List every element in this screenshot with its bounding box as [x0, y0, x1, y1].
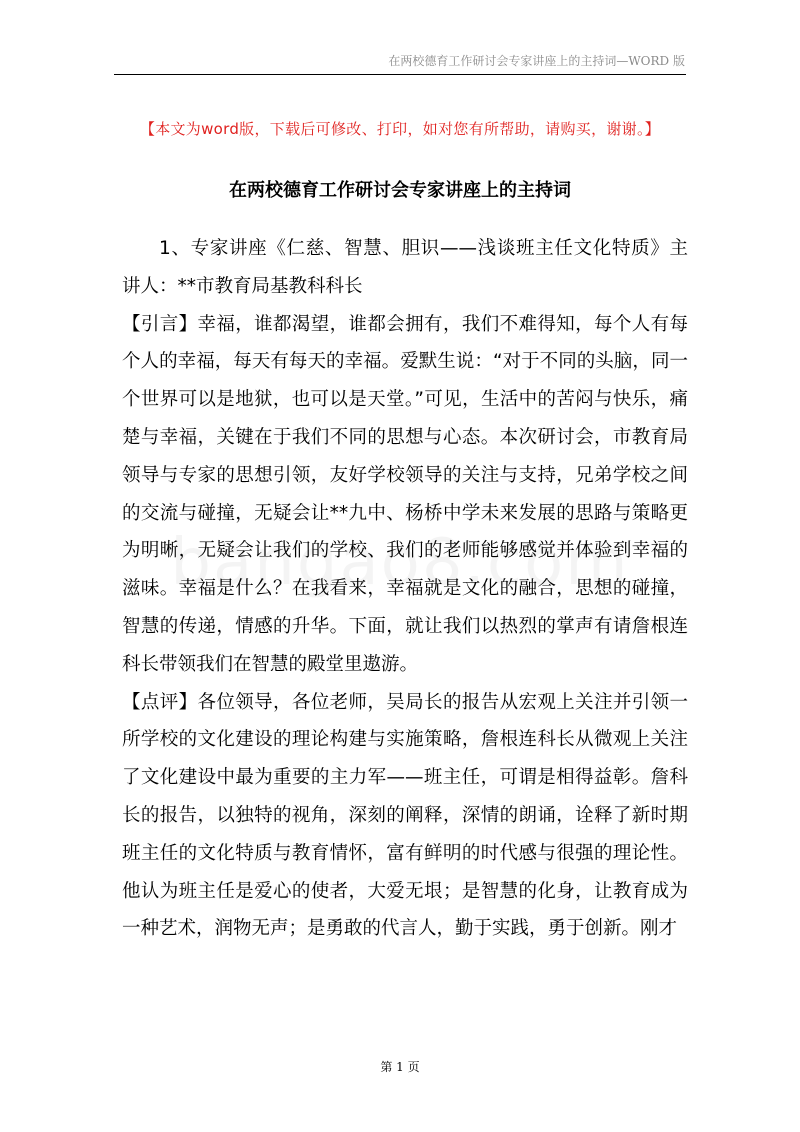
paragraph-lecture-info: 1、专家讲座《仁慈、智慧、胆识——浅谈班主任文化特质》主讲人：**市教育局基教科科长: [122, 238, 688, 297]
document-title: 在两校德育工作研讨会专家讲座上的主持词: [229, 180, 571, 201]
header-divider: [114, 74, 686, 75]
paragraph-commentary: 【点评】各位领导，各位老师，吴局长的报告从宏观上关注并引领一所学校的文化建设的理论构建与实施策略，詹根连科长从微观上关注了文化建设中最为重要的主力军——班主任，可谓是相得益彰。詹科长的报告，以独特的视角，深刻的阐释，深情的朗诵，诠释了新时期班主任的文化特质与教育情怀，富有鲜明的时代感与很强的理论性。他认为班主任是爱心的使者，大爱无垠；是智慧的化身，让教育成为一种艺术，润物无声；是勇敢的代言人，勤于实践，勇于创新。刚才: [122, 691, 688, 940]
purchase-notice: 【本文为word版，下载后可修改、打印，如对您有所帮助，请购买，谢谢。】: [139, 120, 661, 138]
running-header: 在两校德育工作研讨会专家讲座上的主持词—WORD 版: [388, 54, 685, 68]
paragraph-introduction: 【引言】幸福，谁都渴望，谁都会拥有，我们不难得知，每个人有每个人的幸福，每天有每天的幸福。爱默生说：“对于不同的头脑，同一个世界可以是地狱，也可以是天堂。”可见，生活中的苦闷与快乐，痛楚与幸福，关键在于我们不同的思想与心态。本次研讨会，市教育局领导与专家的思想引领，友好学校领导的关注与支持，兄弟学校之间的交流与碰撞，无疑会让**九中、杨桥中学未来发展的思路与策略更为明晰，无疑会让我们的学校、我们的老师能够感觉并体验到幸福的滋味。幸福是什么？在我看来，幸福就是文化的融合，思想的碰撞，智慧的传递，情感的升华。下面，就让我们以热烈的掌声有请詹根连科长带领我们在智慧的殿堂里遨游。: [122, 313, 688, 675]
document-body: [122, 230, 688, 948]
page-number: 第 1 页: [380, 1060, 420, 1074]
